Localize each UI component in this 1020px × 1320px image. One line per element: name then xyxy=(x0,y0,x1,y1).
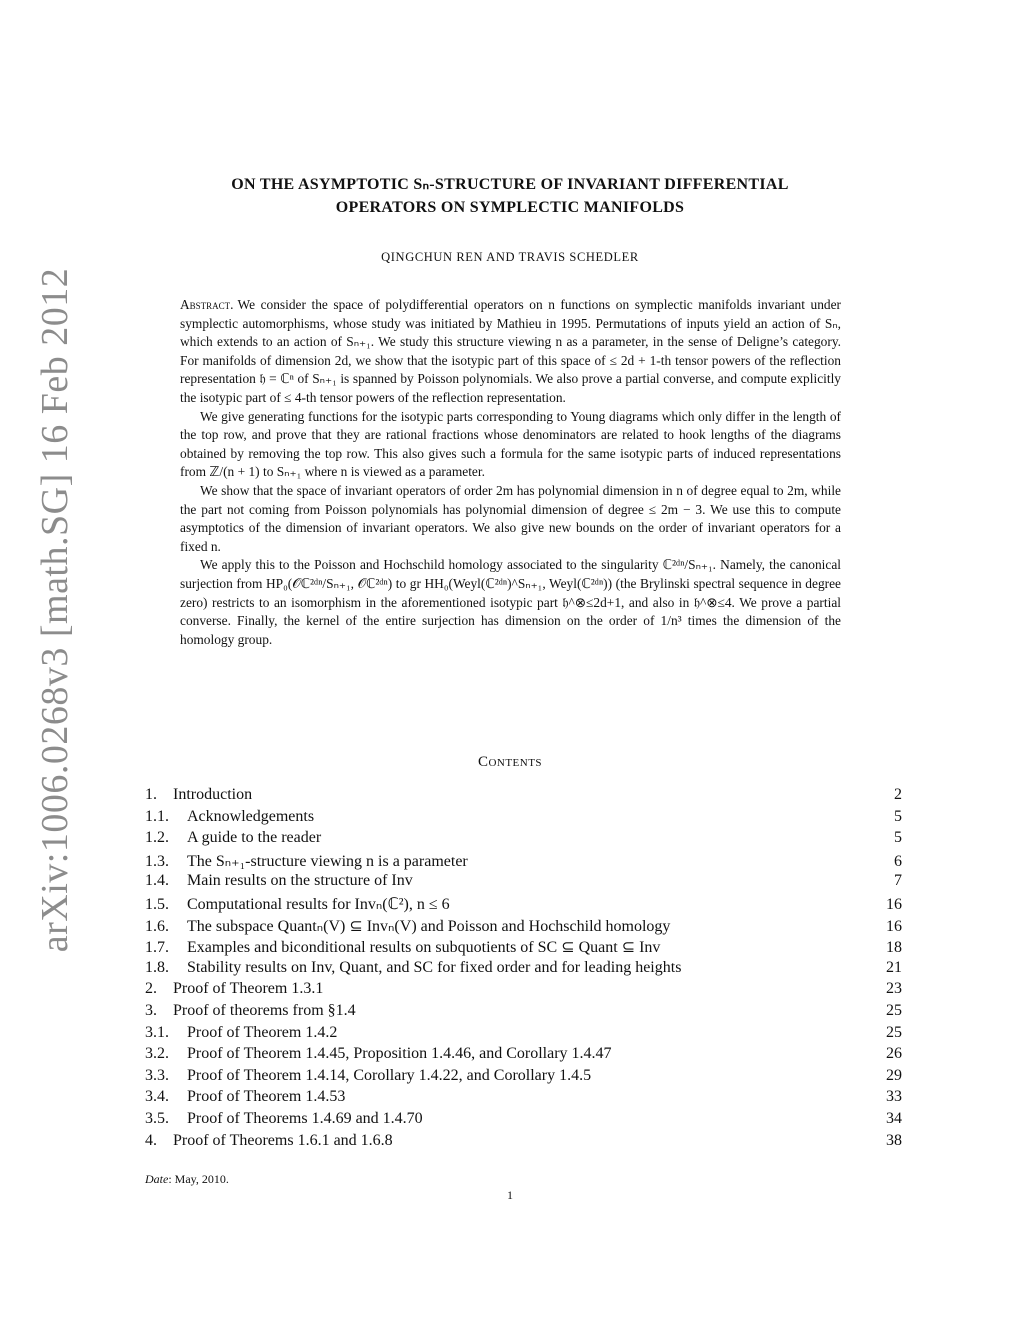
toc-entry-title: A guide to the reader xyxy=(187,829,322,847)
toc-entry-number: 3.1. xyxy=(145,1023,169,1041)
toc-entry-title: Computational results for Invₙ(ℂ²), n ≤ 6 xyxy=(187,895,450,913)
toc-entry[interactable] xyxy=(145,1110,902,1132)
toc-entry[interactable] xyxy=(145,1088,902,1110)
toc-entry-page: 2 xyxy=(894,786,902,803)
toc-entry-page: 29 xyxy=(886,1066,902,1084)
toc-entry[interactable] xyxy=(145,1132,902,1154)
toc-entry-page: 16 xyxy=(886,917,902,935)
toc-entry[interactable] xyxy=(145,1002,902,1024)
toc-entry-page: 6 xyxy=(894,852,902,870)
toc-entry-number: 1.7. xyxy=(145,939,169,957)
date-value: : May, 2010. xyxy=(168,1172,229,1186)
toc-entry-title: Examples and biconditional results on subquotients of SC ⊆ Quant ⊆ Inv xyxy=(187,939,661,957)
toc-entry-number: 1.1. xyxy=(145,807,169,825)
toc-entry[interactable] xyxy=(145,1024,902,1046)
toc-entry-number: 1.3. xyxy=(145,852,169,870)
toc-entry-number: 1. xyxy=(145,786,157,803)
title-line-2: OPERATORS ON SYMPLECTIC MANIFOLDS xyxy=(335,199,685,216)
date-footnote xyxy=(145,1172,229,1187)
toc-entry-title: Proof of Theorem 1.4.45, Proposition 1.4.46, and Corollary 1.4.47 xyxy=(187,1045,612,1063)
abstract xyxy=(180,296,841,649)
title-line-1: ON THE ASYMPTOTIC Sₙ-STRUCTURE OF INVARIANT DIFFERENTIAL xyxy=(231,176,789,193)
toc-entry-title: Proof of Theorems 1.4.69 and 1.4.70 xyxy=(187,1109,423,1127)
toc-entry-number: 3.5. xyxy=(145,1109,169,1127)
toc-entry-title: Proof of Theorem 1.4.53 xyxy=(187,1088,346,1106)
toc-entry-page: 18 xyxy=(886,939,902,957)
toc-entry-page: 25 xyxy=(886,1023,902,1041)
toc-entry-page: 33 xyxy=(886,1088,902,1106)
toc-entry[interactable] xyxy=(145,980,902,1002)
toc-entry-page: 38 xyxy=(886,1131,902,1149)
toc-entry-number: 1.8. xyxy=(145,958,169,976)
toc-entry-page: 34 xyxy=(886,1109,902,1127)
toc-entry-title: Stability results on Inv, Quant, and SC for fixed order and for leading heights xyxy=(187,958,682,976)
toc-entry-title: Proof of Theorem 1.3.1 xyxy=(173,980,324,998)
toc-entry-number: 1.6. xyxy=(145,917,169,935)
toc-entry[interactable] xyxy=(145,808,902,830)
toc-entry[interactable] xyxy=(145,829,902,851)
page-number: 1 xyxy=(507,1188,513,1202)
toc-entry[interactable] xyxy=(145,1067,902,1089)
toc-entry[interactable] xyxy=(145,851,902,873)
abstract-paragraph: We apply this to the Poisson and Hochschild homology associated to the singularity ℂ²ᵈⁿ/Sₙ₊₁. Namely, the canonical surjection from HP₀(𝒪ℂ²ᵈⁿ/Sₙ₊₁, 𝒪ℂ²ᵈⁿ) to gr HH₀(Weyl(ℂ²ᵈⁿ)^Sₙ₊₁, Weyl(ℂ²ᵈⁿ)) (the Brylinski spectral sequence in degree zero) restricts to an isomorphism in the aforementioned isotypic part 𝔥^⊗≤2d+1, and also in 𝔥^⊗≤4. We prove a partial converse. Finally, the kernel of the entire surjection has dimension on the order of 1/n³ times the dimension of the homology group. xyxy=(180,557,841,647)
toc-entry[interactable] xyxy=(145,937,902,959)
toc-entry-title: Proof of theorems from §1.4 xyxy=(173,1001,356,1019)
toc-entry[interactable] xyxy=(145,1045,902,1067)
toc-entry-page: 23 xyxy=(886,980,902,998)
abstract-paragraph-text: We consider the space of polydifferential operators on n functions on symplectic manifolds invariant under symplectic automorphisms, whose study was initiated by Mathieu in 1995. Permutations of inputs yield an action of Sₙ, which extends to an action of Sₙ₊₁. We study this structure viewing n as a parameter, in the sense of Deligne’s category. For manifolds of dimension 2d, we show that the isotypic part of this space of ≤ 2d + 1-th tensor powers of the reflection representation 𝔥 = ℂⁿ of Sₙ₊₁ is spanned by Poisson polynomials. We also prove a partial converse, and compute explicitly the isotypic part of ≤ 4-th tensor powers of the reflection representation. xyxy=(180,297,841,405)
toc-entry-title: Acknowledgements xyxy=(187,807,315,825)
toc-entry[interactable] xyxy=(145,916,902,938)
abstract-label: Abstract. xyxy=(180,297,234,312)
arxiv-identifier-text: arXiv:1006.0268v3 [math.SG] 16 Feb 2012 xyxy=(34,267,76,953)
date-label: Date xyxy=(145,1172,169,1186)
toc-entry-number: 1.5. xyxy=(145,895,169,913)
toc-entry-number: 1.4. xyxy=(145,872,169,890)
toc-entry-page: 21 xyxy=(886,958,902,976)
toc-entry-page: 5 xyxy=(894,807,902,825)
toc-entry-number: 3.3. xyxy=(145,1066,169,1084)
toc-entry-title: Proof of Theorems 1.6.1 and 1.6.8 xyxy=(173,1131,393,1149)
toc-entry-page: 26 xyxy=(886,1045,902,1063)
toc-entry-title: Proof of Theorem 1.4.14, Corollary 1.4.22, and Corollary 1.4.5 xyxy=(187,1066,592,1084)
toc-entry[interactable] xyxy=(145,786,902,808)
toc-entry[interactable] xyxy=(145,872,902,894)
toc-entry-page: 7 xyxy=(894,872,902,890)
contents-heading: Contents xyxy=(477,754,543,770)
toc-entry-page: 5 xyxy=(894,829,902,847)
toc-entry-number: 4. xyxy=(145,1131,157,1149)
toc-entry-number: 2. xyxy=(145,980,157,998)
toc-entry-title: The subspace Quantₙ(V) ⊆ Invₙ(V) and Poisson and Hochschild homology xyxy=(187,917,671,935)
abstract-paragraph xyxy=(180,296,841,408)
toc-entry-title: Main results on the structure of Inv xyxy=(187,872,413,890)
toc-entry-number: 3.4. xyxy=(145,1088,169,1106)
authors: QINGCHUN REN AND TRAVIS SCHEDLER xyxy=(381,250,639,264)
toc-entry-title: Proof of Theorem 1.4.2 xyxy=(187,1023,338,1041)
toc-entry-title: Introduction xyxy=(173,786,253,803)
toc-entry-number: 3.2. xyxy=(145,1045,169,1063)
abstract-paragraph: We show that the space of invariant operators of order 2m has polynomial dimension in n of degree equal to 2m, while the part not coming from Poisson polynomials has polynomial dimension of degree ≤ 2m − 3. We use this to compute asymptotics of the dimension of invariant operators. We also give new bounds on the order of invariant operators for a fixed n. xyxy=(180,482,841,554)
table-of-contents xyxy=(145,786,902,1153)
arxiv-side-identifier xyxy=(30,267,80,953)
toc-entry-title: The Sₙ₊₁-structure viewing n is a parameter xyxy=(187,852,468,870)
abstract-paragraph: We give generating functions for the isotypic parts corresponding to Young diagrams which only differ in the length of the top row, and prove that they are rational fractions whose denominators are related to hook lengths of the diagrams obtained by removing the top row. This also gives such a formula for the same isotypic parts of induced representations from ℤ/(n + 1) to Sₙ₊₁ where n is viewed as a parameter. xyxy=(180,408,841,480)
toc-entry-number: 1.2. xyxy=(145,829,169,847)
toc-entry-number: 3. xyxy=(145,1001,157,1019)
toc-entry-page: 25 xyxy=(886,1001,902,1019)
toc-entry[interactable] xyxy=(145,959,902,981)
toc-entry[interactable] xyxy=(145,894,902,916)
toc-entry-page: 16 xyxy=(886,895,902,913)
paper-title xyxy=(120,173,900,219)
